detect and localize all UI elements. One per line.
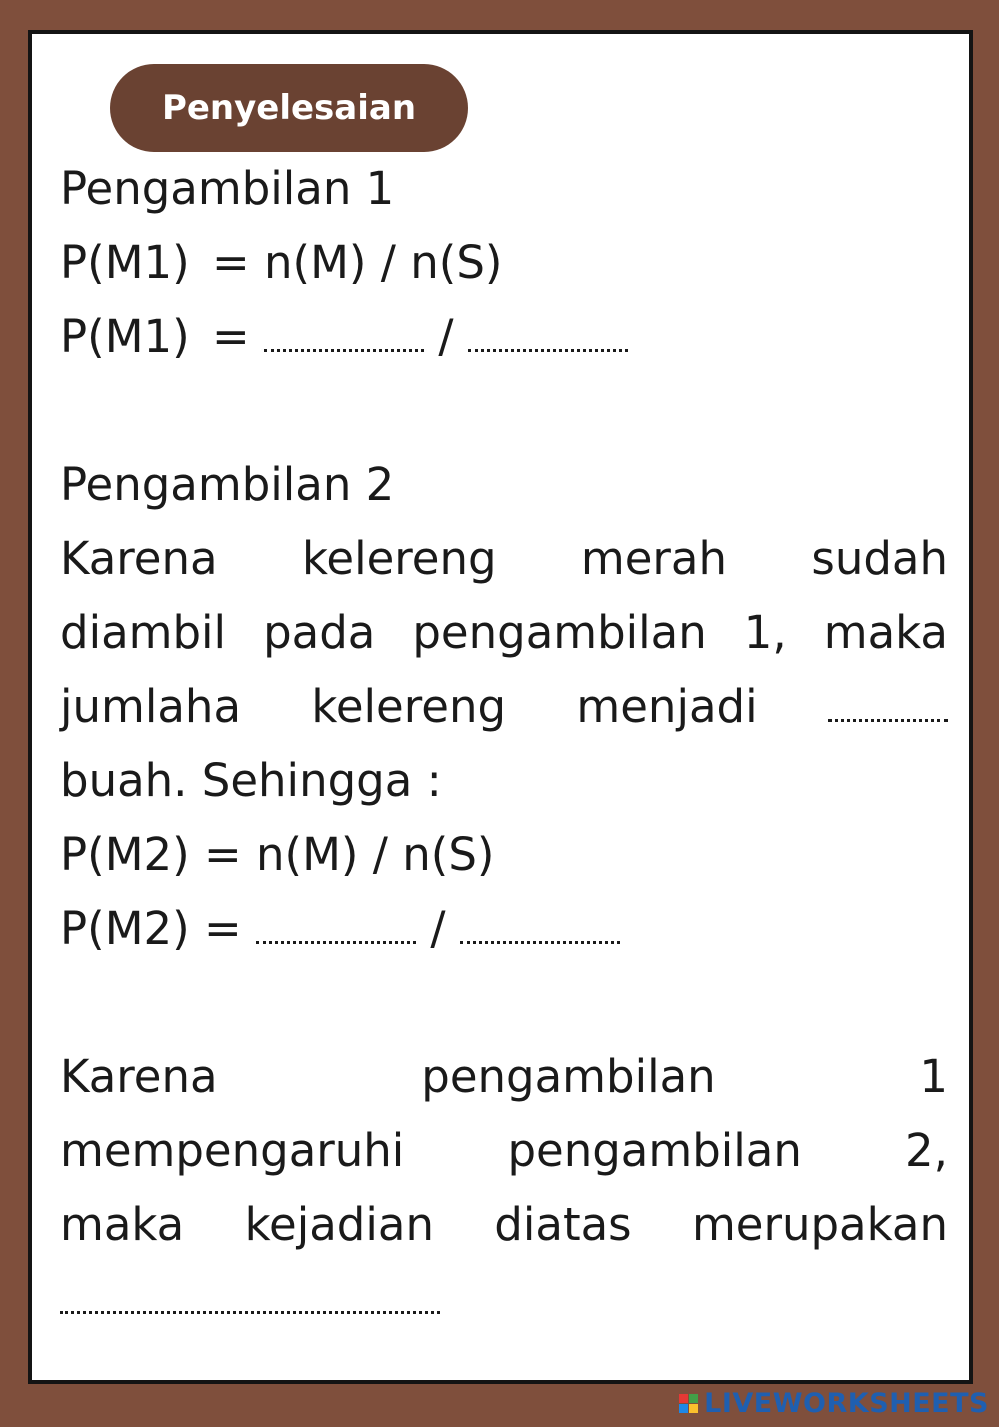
numerator-blank[interactable]	[264, 347, 424, 352]
liveworksheets-watermark	[679, 1388, 989, 1419]
watermark-text: LIVEWORKSHEETS	[704, 1388, 989, 1419]
numerator-blank[interactable]	[256, 939, 416, 944]
liveworksheets-logo-icon	[679, 1394, 698, 1413]
worksheet-card	[28, 30, 973, 1384]
section2-formula: P(M2) = n(M) / n(S)	[60, 828, 495, 881]
slash: /	[438, 310, 454, 363]
conclusion-line2: mempengaruhi pengambilan 2,	[60, 1124, 948, 1177]
conclusion-line3: maka kejadian diatas merupakan	[60, 1198, 948, 1251]
formula-label: P(M1)	[60, 236, 190, 289]
section1-title: Pengambilan 1	[60, 162, 395, 215]
section1-answer	[60, 300, 948, 374]
formula-rhs: = n(M) / n(S)	[212, 236, 503, 289]
worksheet-content	[60, 152, 948, 1336]
section1-formula	[60, 226, 948, 300]
section2-answer	[60, 892, 948, 966]
conclusion-line1: Karena pengambilan 1	[60, 1050, 948, 1103]
marble-count-blank[interactable]	[828, 717, 948, 722]
slash: /	[430, 902, 446, 955]
section2-para-line3	[60, 670, 948, 744]
denominator-blank[interactable]	[468, 347, 628, 352]
event-type-blank[interactable]	[60, 1309, 440, 1314]
section2-para-line2: diambil pada pengambilan 1, maka	[60, 606, 948, 659]
section2-para-line4: buah. Sehingga :	[60, 754, 442, 807]
denominator-blank[interactable]	[460, 939, 620, 944]
section2-title: Pengambilan 2	[60, 458, 395, 511]
para-line3-text: jumlaha kelereng menjadi	[60, 680, 758, 733]
answer-label: P(M1)	[60, 310, 190, 363]
penyelesaian-header: Penyelesaian	[110, 64, 468, 152]
section2-para-line1: Karena kelereng merah sudah	[60, 532, 948, 585]
conclusion-answer	[60, 1262, 948, 1336]
equals-sign: =	[212, 310, 250, 363]
answer-label: P(M2) =	[60, 902, 242, 955]
